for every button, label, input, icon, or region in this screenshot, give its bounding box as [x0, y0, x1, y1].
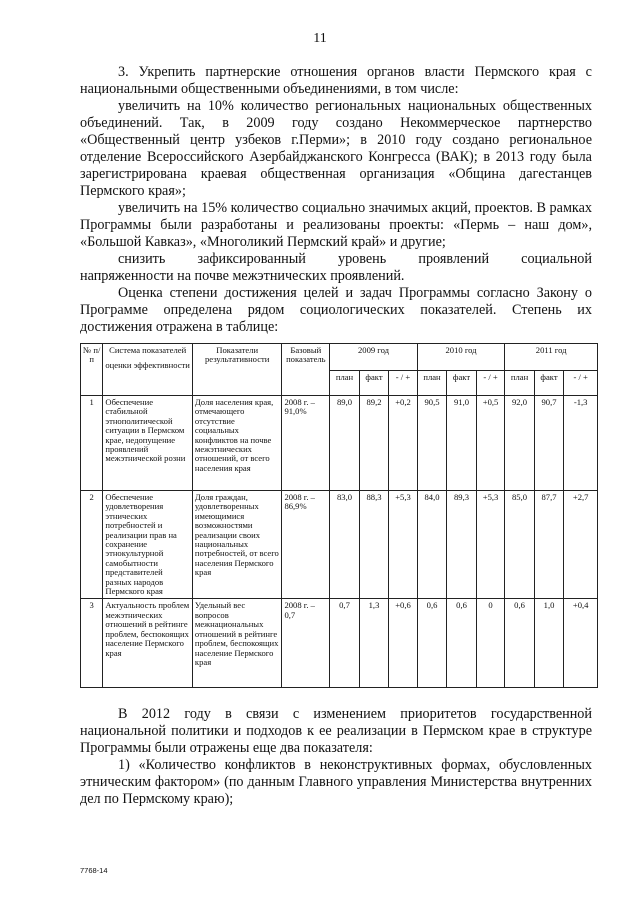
value-cell: +5,3	[389, 491, 418, 599]
value-cell: 1,0	[534, 599, 564, 688]
row-num: 3	[81, 599, 103, 688]
row-indicator: Удельный вес вопросов межнациональных отношений в рейтинге проблем, беспокоящих население Пермского края	[192, 599, 282, 688]
sub-fact: факт	[447, 371, 477, 396]
value-cell: 0,6	[505, 599, 535, 688]
row-num: 2	[81, 491, 103, 599]
paragraph-increase-actions: увеличить на 15% количество социально значимых акций, проектов. В рамках Программы были разработаны и реализованы проекты: «Пермь – наш дом», «Большой Кавказ», «Многоликий Пермский край» и другие;	[80, 200, 592, 250]
paragraph-reduce-tension-line1: снизить зафиксированный уровень проявлений социальной	[118, 251, 592, 267]
value-cell: +0,6	[389, 599, 418, 688]
paragraph-increase-associations: увеличить на 10% количество региональных национальных общественных объединений. Так, в 2009 году создано Некоммерческое партнерство «Общественный центр узбеков г.Перми»; в 2010 году создано региональное отделение Всероссийского Азербайджанского Конгресса (ВАК); в 2013 году была зарегистрирована краевая общественная организация «Община дагестанцев Пермского края»;	[80, 98, 592, 199]
value-cell: 89,2	[359, 396, 389, 491]
sub-plan: план	[330, 371, 360, 396]
value-cell: 0,7	[330, 599, 360, 688]
table-header-row	[81, 344, 598, 371]
sub-plan: план	[417, 371, 447, 396]
sub-fact: факт	[359, 371, 389, 396]
value-cell: +0,4	[564, 599, 598, 688]
value-cell: 92,0	[505, 396, 535, 491]
value-cell: 85,0	[505, 491, 535, 599]
row-system: Обеспечение стабильной этнополитической ситуации в Пермском крае, недопущение проявлений межэтнической розни	[103, 396, 193, 491]
header-year-2009: 2009 год	[330, 344, 418, 371]
sub-diff: - / +	[389, 371, 418, 396]
row-num: 1	[81, 396, 103, 491]
header-system-top: Система показателей	[109, 345, 187, 355]
table-row	[81, 396, 598, 491]
value-cell: +0,5	[476, 396, 505, 491]
value-cell: 90,5	[417, 396, 447, 491]
value-cell: 88,3	[359, 491, 389, 599]
table-row	[81, 599, 598, 688]
sub-plan: план	[505, 371, 535, 396]
sub-diff: - / +	[476, 371, 505, 396]
value-cell: 84,0	[417, 491, 447, 599]
header-base: Базовый показатель	[282, 344, 330, 396]
table-row	[81, 491, 598, 599]
header-year-2010: 2010 год	[417, 344, 505, 371]
sub-fact: факт	[534, 371, 564, 396]
value-cell: 89,0	[330, 396, 360, 491]
paragraph-reduce-tension-line2: напряженности на почве межэтнических проявлений.	[80, 268, 405, 284]
paragraph-goal-3: 3. Укрепить партнерские отношения органов власти Пермского края с национальными общественными объединениями, в том числе:	[80, 64, 592, 97]
value-cell: 91,0	[447, 396, 477, 491]
value-cell: 83,0	[330, 491, 360, 599]
paragraph-2012-changes: В 2012 году в связи с изменением приоритетов государственной национальной политики и подходов к ее реализации в Пермском крае в структуре Программы были отражены еще два показателя:	[80, 706, 592, 756]
row-base: 2008 г. – 91,0%	[282, 396, 330, 491]
header-indicators: Показатели результативности	[192, 344, 282, 396]
paragraph-assessment: Оценка степени достижения целей и задач Программы согласно Закону о Программе определена рядом социологических показателей. Степень их достижения отражена в таблице:	[80, 285, 592, 335]
value-cell: +2,7	[564, 491, 598, 599]
value-cell: 0,6	[447, 599, 477, 688]
header-year-2011: 2011 год	[505, 344, 598, 371]
row-base: 2008 г. – 86,9%	[282, 491, 330, 599]
row-system: Обеспечение удовлетворения этнических потребностей и реализации прав на сохранение этнокультурной самобытности представителей разных народов Пермского края	[103, 491, 193, 599]
efficiency-table	[80, 343, 598, 688]
row-indicator: Доля граждан, удовлетворенных имеющимися возможностями реализации своих национальных потребностей, от всего населения Пермского края	[192, 491, 282, 599]
header-system-bottom: оценки эффективности	[105, 360, 190, 371]
value-cell: 1,3	[359, 599, 389, 688]
value-cell: 0,6	[417, 599, 447, 688]
value-cell: 87,7	[534, 491, 564, 599]
value-cell: -1,3	[564, 396, 598, 491]
value-cell: +5,3	[476, 491, 505, 599]
value-cell: 0	[476, 599, 505, 688]
value-cell: 89,3	[447, 491, 477, 599]
page-number: 11	[313, 31, 327, 46]
row-system: Актуальность проблем межэтнических отношений в рейтинге проблем, беспокоящих население Пермского края	[103, 599, 193, 688]
header-system	[103, 344, 193, 396]
row-indicator: Доля населения края, отмечающего отсутствие социальных конфликтов на почве межэтнических отношений, от всего населения края	[192, 396, 282, 491]
sub-diff: - / +	[564, 371, 598, 396]
value-cell: +0,2	[389, 396, 418, 491]
header-num: № п/п	[81, 344, 103, 396]
paragraph-indicator-1: 1) «Количество конфликтов в неконструктивных формах, обусловленных этническим фактором» (по данным Главного управления Министерства внутренних дел по Пермскому краю);	[80, 757, 592, 807]
document-code: 7768-14	[80, 866, 108, 875]
value-cell: 90,7	[534, 396, 564, 491]
row-base: 2008 г. – 0,7	[282, 599, 330, 688]
